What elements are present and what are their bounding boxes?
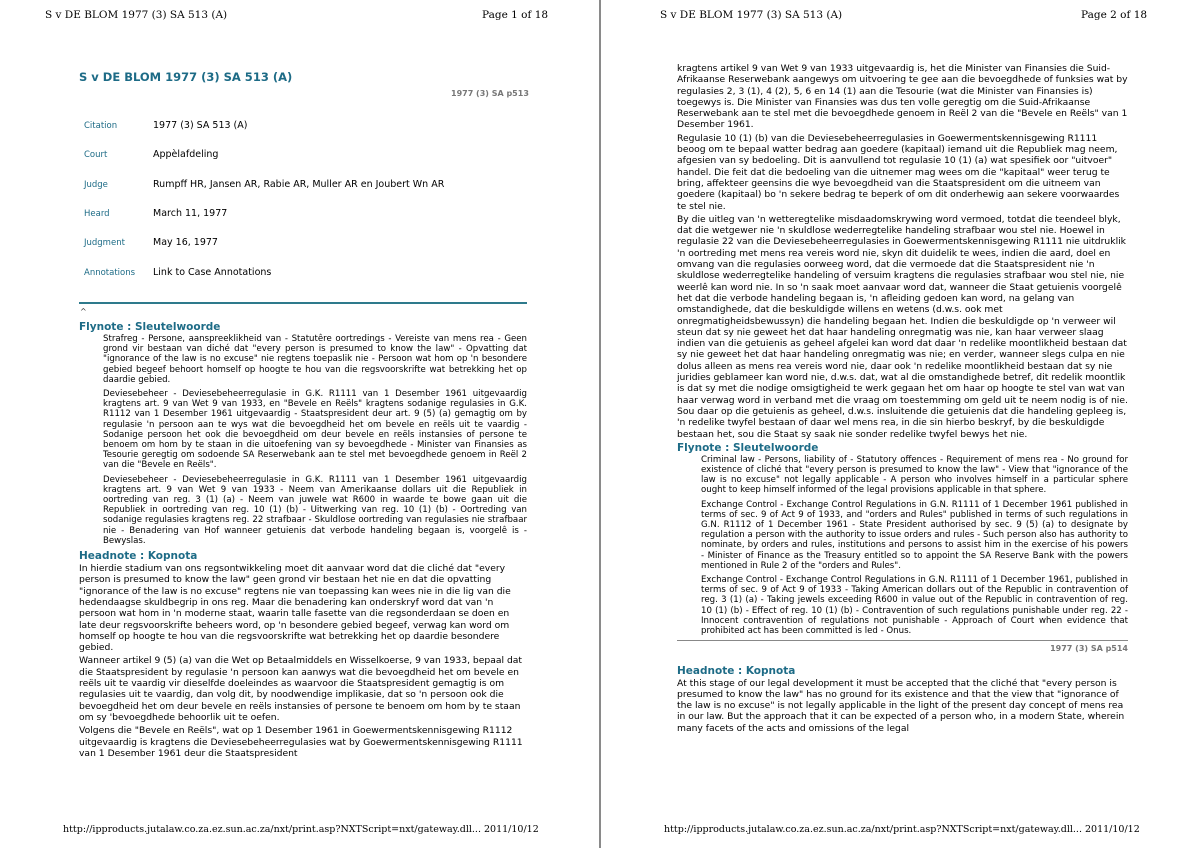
meta-value: Rumpff HR, Jansen AR, Rabie AR, Muller AR en Joubert Wn AR bbox=[153, 179, 445, 190]
section-rule bbox=[79, 302, 527, 304]
headnote-heading: Headnote : Kopnota bbox=[79, 550, 198, 563]
flynote-paragraph: Criminal law - Persons, liability of - Statutory offences - Requirement of mens rea - No ground for existence of cliché that "every person is presumed to know the law" - View that "ignorance of the law is no excuse" not legally applicable - A person who involves himself in a particular sphere ought to keep himself informed of the legal provisions applicable in that sphere. bbox=[701, 454, 1128, 496]
meta-label: Heard bbox=[84, 209, 110, 219]
meta-value: 1977 (3) SA 513 (A) bbox=[153, 120, 248, 131]
meta-label: Citation bbox=[84, 121, 118, 131]
footer-date: 2011/10/12 bbox=[1085, 824, 1140, 835]
document-page-1 bbox=[0, 0, 599, 848]
flynote-paragraph: Deviesebeheer - Deviesebeheerregulasie in G.K. R1111 van 1 Desember 1961 uitgevaardig kragtens art. 9 van Wet 9 van 1933 - Neem van Amerikaanse dollars uit die Republiek in oortreding van reg. 3 (1) (a) - Neem van juwele wat R600 in waarde te bowe gaan uit die Republiek in oortreding van reg. 10 (1) (b) - Uitwerking van reg. 10 (1) (b) - Oortreding van sodanige regulasies kragtens reg. 22 strafbaar - Skuldlose oortreding van regulasies nie strafbaar nie - Benadering van Hof wanneer getuienis dat verbode handeling begaan is, voorgelê is - Bewyslas. bbox=[103, 474, 527, 546]
meta-value: Appèlafdeling bbox=[153, 149, 219, 160]
flynote-section bbox=[677, 455, 1128, 636]
header-title: S v DE BLOM 1977 (3) SA 513 (A) bbox=[660, 9, 843, 21]
flynote-heading: Flynote : Sleutelwoorde bbox=[677, 441, 819, 454]
flynote-paragraph: Deviesebeheer - Deviesebeheerregulasie in G.K. R1111 van 1 Desember 1961 uitgevaardig kragtens art. 9 van Wet 9 van 1933, en "Bevele en Reëls" kragtens sodanige regulasies in G.K. R1112 van 1 Desember 1961 uitgevaardig - Staatspresident deur art. 9 (5) (a) gemagtig om by regulasie 'n persoon aan te wys wat die bevoegdheid het om bevele en reëls uit te vaardig - Sodanige persoon het ook die bevoegdheid om deur bevele en reëls instansies of persone te benoem om hom by te staan in die uitoefening van sy bevoegdhede - Minister van Finansies as Tesourie geregtig om sodoende SA Reserwebank aan te stel met bevoegdhede genoem in Reël 2 van die "Bevele en Reëls". bbox=[103, 389, 527, 471]
footer-url: http://ipproducts.jutalaw.co.za.ez.sun.ac.za/nxt/print.asp?NXTScript=nxt/gateway.dll... bbox=[664, 824, 1082, 835]
headnote-paragraph: kragtens artikel 9 van Wet 9 van 1933 uitgevaardig is, het die Minister van Finansies die Suid-Afrikaanse Reserwebank aangewys om uitvoering te gee aan die bevoegdhede of funksies wat by regulasies 2, 3 (1), 4 (2), 5, 6 en 14 (1) aan die Tesourie (wat die Minister van Finansies is) toegewys is. Die Minister van Finansies was dus ten volle geregtig om die Suid-Afrikaanse Reserwebank aan te stel met die bevoegdhede genoem in Reël 2 van die "Bevele en Reëls" van 1 Desember 1961. bbox=[677, 63, 1128, 131]
flynote-heading: Flynote : Sleutelwoorde bbox=[79, 321, 221, 333]
meta-label: Judge bbox=[84, 180, 108, 190]
meta-value: March 11, 1977 bbox=[153, 208, 228, 219]
headnote-heading: Headnote : Kopnota bbox=[677, 664, 796, 677]
document-page-2 bbox=[601, 0, 1200, 848]
page-citation-ref: 1977 (3) SA p514 bbox=[1050, 644, 1128, 654]
page2-body bbox=[677, 63, 1128, 736]
header-title: S v DE BLOM 1977 (3) SA 513 (A) bbox=[45, 9, 228, 21]
header-page-number: Page 2 of 18 bbox=[1081, 9, 1148, 21]
footer-url: http://ipproducts.jutalaw.co.za.ez.sun.ac.za/nxt/print.asp?NXTScript=nxt/gateway.dll... bbox=[63, 824, 481, 835]
meta-value: May 16, 1977 bbox=[153, 237, 218, 248]
case-title: S v DE BLOM 1977 (3) SA 513 (A) bbox=[79, 70, 293, 84]
headnote-paragraph: In hierdie stadium van ons regsontwikkeling moet dit aanvaar word dat die cliché dat "every person is presumed to know the law" geen grond vir bestaan het nie en dat die opvatting "ignorance of the law is no excuse" regtens nie van toepassing kan wees nie in die lig van die hedendaagse skuldbegrip in ons reg. Maar die benadering kan onderskryf word dat van 'n persoon wat hom in 'n moderne staat, waarin talle fasette van die regsonderdaan se doen en late deur regsvoorskrifte beheers word, op 'n besondere gebied begeef, verwag kan word om homself op hoogte te hou van die regsvoorskrifte wat betrekking het op daardie besondere gebied. bbox=[79, 563, 511, 654]
footer-date: 2011/10/12 bbox=[484, 824, 539, 835]
meta-label: Judgment bbox=[84, 238, 125, 248]
meta-label: Court bbox=[84, 150, 108, 160]
flynote-paragraph: Exchange Control - Exchange Control Regulations in G.N. R1111 of 1 December 1961 published in terms of sec. 9 of Act 9 of 1933, and "orders and Rules" published in terms of such regulations in G.N. R1112 of 1 December 1961 - State President authorised by sec. 9 (5) (a) to designate by regulation a person with the authority to issue orders and rules - Such person also has authority to nominate, by orders and rules, institutions and persons to assist him in the exercise of his powers - Minister of Finance as the Treasury entitled so to appoint the SA Reserve Bank with the powers mentioned in Rule 2 of the "orders and Rules". bbox=[701, 499, 1128, 571]
page-break-rule bbox=[677, 640, 1128, 641]
headnote-paragraph: At this stage of our legal development it must be accepted that the cliché that "every person is presumed to know the law" has no ground for its existence and that the view that "ignorance of the law is no excuse" is not legally applicable in the light of the present day concept of mens rea in our law. But the approach that it can be expected of a person who, in a modern State, wherein many facets of the acts and omissions of the legal bbox=[677, 677, 1125, 734]
flynote-section bbox=[79, 334, 527, 546]
headnote-paragraph: Wanneer artikel 9 (5) (a) van die Wet op Betaalmiddels en Wisselkoerse, 9 van 1933, bepaal dat die Staatspresident by regulasie 'n persoon kan aanwys wat die bevoegdheid het om bevele en reëls uit te vaardig vir dieselfde doeleindes as waarvoor die Staatspresident gemagtig is om regulasies uit te vaardig, dan volg dit, by noodwendige implikasie, dat so 'n persoon ook die bevoegdheid het om deur bevele en reëls instansies of persone te benoem om hom by te staan om sy 'bevoegdhede behoorlik uit te oefen. bbox=[79, 655, 523, 723]
page1-body bbox=[79, 321, 527, 761]
page-citation-ref: 1977 (3) SA p513 bbox=[451, 89, 529, 98]
flynote-paragraph: Strafreg - Persone, aanspreeklikheid van - Statutêre oortredings - Vereiste van mens rea - Geen grond vir bestaan van diché dat "every person is presumed to know the law" - Opvatting dat "ignorance of the law is no excuse" nie regtens toepaslik nie - Persoon wat hom op 'n besondere gebied begeef behoort homself op hoogte te hou van die regsvoorskrifte wat betrekking het op daardie gebied. bbox=[103, 334, 527, 385]
flynote-paragraph: Exchange Control - Exchange Control Regulations in G.N. R1111 of 1 December 1961, published in terms of sec. 9 of Act 9 of 1933 - Taking American dollars out of the Republic in contravention of reg. 3 (1) (a) - Taking jewels exceeding R600 in value out of the Republic in contravention of reg. 10 (1) (b) - Effect of reg. 10 (1) (b) - Contravention of such regulations punishable under reg. 22 - Innocent contravention of regulations not punishable - Approach of Court when evidence that prohibited act has been committed is led - Onus. bbox=[701, 575, 1128, 637]
caret-marker: ^ bbox=[80, 307, 87, 316]
case-annotations-link[interactable]: Link to Case Annotations bbox=[153, 267, 272, 278]
headnote-paragraph: By die uitleg van 'n wetteregtelike misdaadomskrywing word vermoed, totdat die teendeel blyk, dat die wetgewer nie 'n skuldlose wederregtelike handeling strafbaar wou stel nie. Hoewel in regulasie 22 van die Deviesebeheerregulasies in Goewermentskennisgewing R1111 nie uitdruklik 'n oortreding met mens rea vereis word nie, skyn dit duidelik te wees, indien die aard, doel en omvang van die regulasies oorweeg word, dat die vermoede dat die Staatspresident nie 'n skuldlose wederregtelike handeling of versuim kragtens die regulasies strafbaar wou stel nie, nie weerlê kan word nie. In so 'n saak moet aanvaar word dat, wanneer die Staat getuienis voorgelê het dat die verbode handeling begaan is, 'n afleiding gedoen kan word, na gelang van omstandighede, dat die beskuldigde willens en wetens (d.w.s. ook met onregmatigheidsbewussyn) die handeling begaan het. Indien die beskuldigde op 'n verweer wil steun dat sy nie geweet het dat haar handeling onregmatig was nie, kan haar verweer slaag indien van die getuienis as geheel afgelei kan word dat daar 'n redelike moontlikheid bestaan dat sy nie geweet het dat haar handeling onregmatig was nie; en verder, wanneer slegs culpa en nie dolus alleen as mens rea vereis word nie, daar ook 'n redelike moontlikheid bestaan dat sy nie juridies geblameer kan word nie, d.w.s. dat, wat al die omstandighede betref, dit redelik moontlik is dat sy met die nodige omsigtigheid te werk gegaan het om haar op hoogte te stel van wat van haar verwag word in verband met die vraag om toestemming om geld uit te neem nodig is of nie. Sou daar op die getuienis as geheel, d.w.s. insluitende die getuienis dat die handeling gepleeg is, 'n redelike twyfel bestaan of daar wel mens rea, in die sin hierbo beskryf, by die beskuldigde bestaan het, sou die Staat sy saak nie sonder redelike twyfel bewys het nie. bbox=[677, 213, 1128, 440]
header-page-number: Page 1 of 18 bbox=[482, 9, 549, 21]
meta-label: Annotations bbox=[84, 268, 136, 278]
headnote-paragraph: Volgens die "Bevele en Reëls", wat op 1 Desember 1961 in Goewermentskennisgewing R1112 uitgevaardig is kragtens die Deviesebeheerregulasies wat by Goewermentskennisgewing R1111 van 1 Desember 1961 deur die Staatspresident bbox=[79, 725, 523, 759]
headnote-paragraph: Regulasie 10 (1) (b) van die Deviesebeheerregulasies in Goewermentskennisgewing R1111 beoog om te bepaal watter bedrag aan goedere (kapitaal) iemand uit die Republiek mag neem, afgesien van sy bedoeling. Dit is aanvullend tot regulasie 10 (1) (a) wat spesifiek oor "uitvoer" handel. Die feit dat die bedoeling van die uitnemer mag wees om die "kapitaal" weer terug te bring, affekteer geensins die wye bevoegdheid van die Staatspresident om die uitneem van goedere (kapitaal) bo 'n sekere bedrag te beperk of om dit onderhewig aan sekere voorwaardes te stel nie. bbox=[677, 132, 1120, 212]
